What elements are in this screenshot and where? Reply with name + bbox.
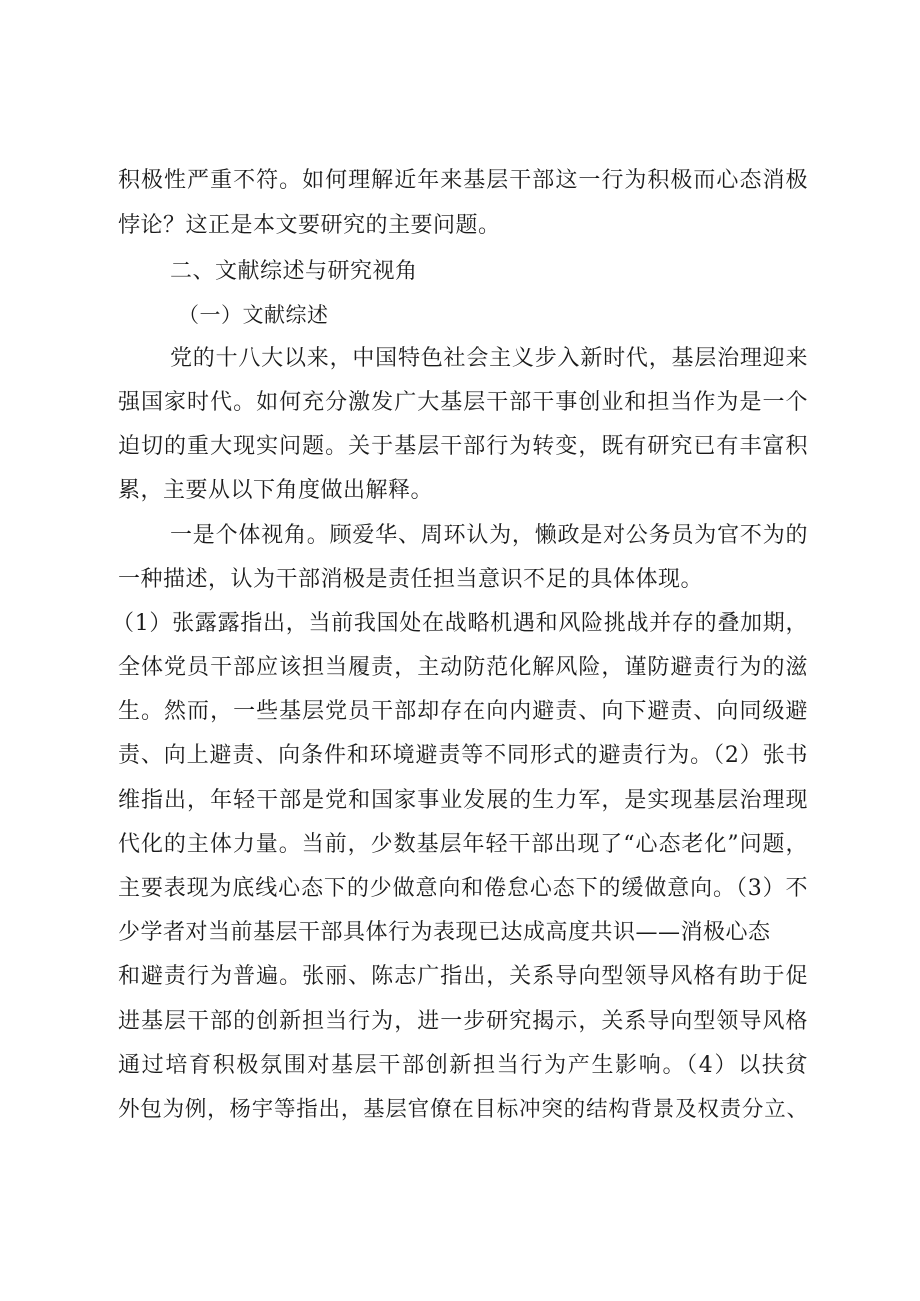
paragraph-line: 党的十八大以来，中国特色社会主义步入新时代，基层治理迎来 <box>170 346 808 371</box>
paragraph-line: 一种描述，认为干部消极是责任担当意识不足的具体体现。 <box>118 567 704 592</box>
paragraph-line: 和避责行为普遍。张丽、陈志广指出，关系导向型领导风格有助于促 <box>118 964 808 989</box>
paragraph-line: 生。然而，一些基层党员干部却存在向内避责、向下避责、向同级避 <box>118 699 808 724</box>
section-heading: 二、文献综述与研究视角 <box>170 259 418 284</box>
paragraph-line: 责、向上避责、向条件和环境避责等不同形式的避责行为。（2）张书 <box>118 743 808 768</box>
paragraph-line: 维指出，年轻干部是党和国家事业发展的生力军，是实现基层治理现 <box>118 788 808 813</box>
paragraph-line: 进基层干部的创新担当行为，进一步研究揭示，关系导向型领导风格 <box>118 1009 808 1034</box>
paragraph-line: （1）张露露指出，当前我国处在战略机遇和风险挑战并存的叠加期， <box>112 611 808 636</box>
paragraph-line: 通过培育积极氛围对基层干部创新担当行为产生影响。（4）以扶贫 <box>118 1053 808 1078</box>
body-line: 悖论？这正是本文要研究的主要问题。 <box>118 213 501 238</box>
subsection-heading: （一）文献综述 <box>178 303 329 327</box>
paragraph-line: 强国家时代。如何充分激发广大基层干部干事创业和担当作为是一个 <box>118 390 808 415</box>
paragraph-line: 代化的主体力量。当前，少数基层年轻干部出现了“心态老化”问题， <box>118 832 808 857</box>
paragraph-line: 累，主要从以下角度做出解释。 <box>118 478 434 503</box>
paragraph-line: 迫切的重大现实问题。关于基层干部行为转变，既有研究已有丰富积 <box>118 434 808 459</box>
body-line: 积极性严重不符。如何理解近年来基层干部这一行为积极而心态消极 <box>118 168 808 193</box>
paragraph-line: 少学者对当前基层干部具体行为表现已达成高度共识——消极心态 <box>118 920 771 945</box>
paragraph-line: 外包为例，杨宇等指出，基层官僚在目标冲突的结构背景及权责分立、 <box>118 1097 808 1122</box>
paragraph-line: 一是个体视角。顾爱华、周环认为，懒政是对公务员为官不为的 <box>170 523 808 548</box>
paragraph-line: 全体党员干部应该担当履责，主动防范化解风险，谨防避责行为的滋 <box>118 655 808 680</box>
paragraph-line: 主要表现为底线心态下的少做意向和倦怠心态下的缓做意向。（3）不 <box>118 876 808 901</box>
